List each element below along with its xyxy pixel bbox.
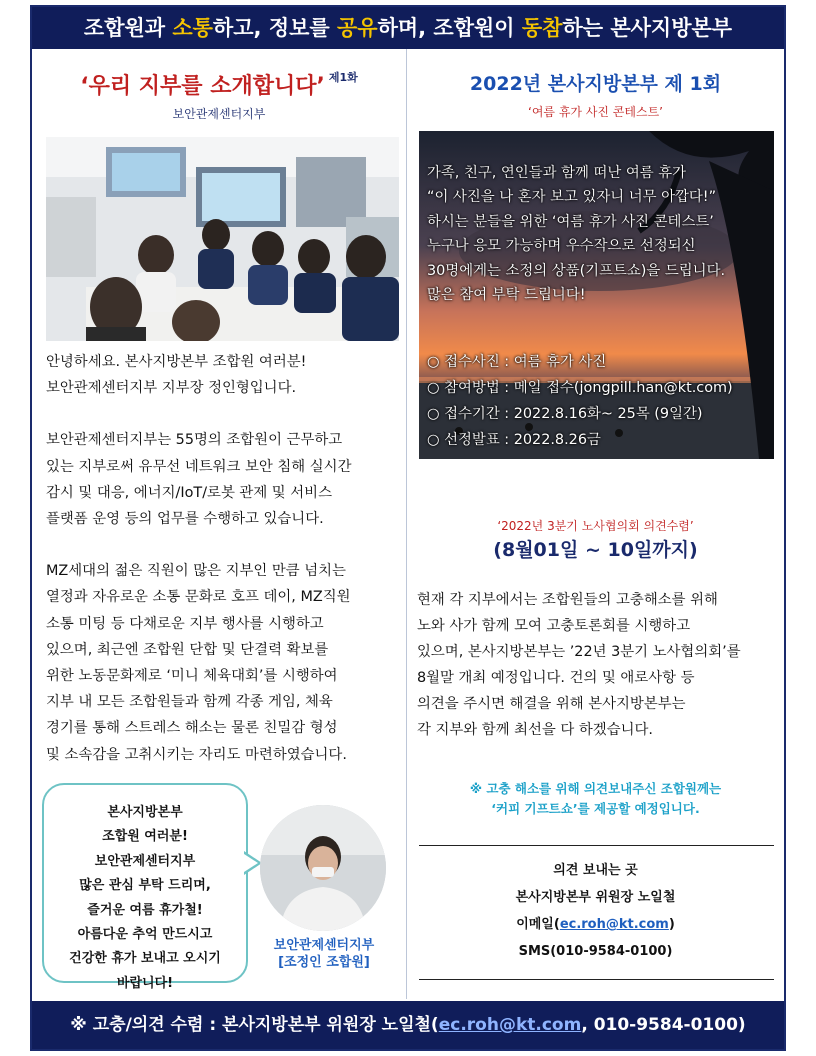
avatar-caption-branch: 보안관제센터지부 bbox=[273, 938, 375, 953]
avatar bbox=[260, 805, 386, 931]
newsletter-page bbox=[30, 5, 786, 1051]
article-line: 안녕하세요. 본사지방본부 조합원 여러분! bbox=[46, 354, 307, 370]
gift-note-line: ※ 고충 해소를 위해 의견보내주신 조합원께는 bbox=[469, 781, 722, 796]
banner-text-1: 조합원과 bbox=[83, 16, 173, 40]
contest-title: 2022년 본사지방본부 제 1회 bbox=[469, 73, 722, 95]
banner-highlight-3: 동참 bbox=[521, 16, 563, 40]
banner-text-4: 하는 본사지방본부 bbox=[562, 16, 733, 40]
meeting-photo-illustration bbox=[46, 137, 399, 341]
opinion-line: 8월말 개최 예정입니다. 건의 및 애로사항 등 bbox=[417, 670, 695, 686]
intro-episode: 제1화 bbox=[328, 71, 358, 84]
speech-bubble-text bbox=[44, 801, 246, 996]
bubble-line: 즐거운 여름 휴가철! bbox=[87, 902, 203, 918]
opinion-line: 의견을 주시면 해결을 위해 본사지방본부는 bbox=[417, 696, 686, 712]
banner-highlight-1: 소통 bbox=[172, 16, 213, 40]
article-line: 있는 지부로써 유무선 네트워크 보안 침해 실시간 bbox=[46, 458, 352, 475]
intro-title-text: ‘우리 지부를 소개합니다’ bbox=[80, 74, 325, 99]
article-line: 보안관제센터지부 지부장 정인형입니다. bbox=[46, 380, 297, 397]
bubble-line: 많은 관심 부탁 드리며, bbox=[79, 878, 211, 894]
article-line: 및 소속감을 고취시키는 자리도 마련하였습니다. bbox=[46, 746, 347, 763]
bottom-banner bbox=[32, 1001, 784, 1049]
intro-title bbox=[32, 69, 406, 100]
opinion-line: 각 지부와 함께 최선을 다 하겠습니다. bbox=[417, 722, 653, 738]
article-line: 지부 내 모든 조합원들과 함께 각종 게임, 체육 bbox=[46, 694, 333, 711]
bubble-line: 조합원 여러분! bbox=[102, 829, 188, 845]
contact-rule-top bbox=[419, 845, 774, 846]
contest-poster bbox=[419, 131, 774, 459]
bubble-line: 아름다운 추억 만드시고 bbox=[77, 927, 213, 943]
article-line: 위한 노동문화제로 ‘미니 체육대회’를 시행하여 bbox=[46, 668, 338, 685]
banner-text-2: 하고, 정보를 bbox=[212, 16, 337, 40]
bubble-line: 바랍니다! bbox=[116, 975, 174, 991]
article-line: 플랫폼 운영 등의 업무를 수행하고 있습니다. bbox=[46, 511, 324, 528]
article-line: 있으며, 최근엔 조합원 단합 및 단결력 확보를 bbox=[46, 641, 329, 658]
top-banner bbox=[32, 7, 784, 49]
contact-heading: 의견 보내는 곳 bbox=[553, 863, 638, 878]
contest-info-line: ○ 선정발표 : 2022.8.26금 bbox=[427, 432, 601, 448]
contact-rule-bottom bbox=[419, 979, 774, 980]
contest-subtitle: ‘여름 휴가 사진 콘테스트’ bbox=[528, 105, 663, 119]
opinion-line: 현재 각 지부에서는 조합원들의 고충해소를 위해 bbox=[417, 592, 718, 608]
contest-info-line: ○ 접수사진 : 여름 휴가 사진 bbox=[427, 354, 607, 370]
intro-branch-name: 보안관제센터지부 bbox=[172, 107, 266, 121]
speech-bubble bbox=[42, 783, 248, 991]
contest-info-line: ○ 접수기간 : 2022.8.16화~ 25목 (9일간) bbox=[427, 406, 703, 422]
opinion-tag: ‘2022년 3분기 노사협의회 의견수렴’ bbox=[497, 519, 694, 533]
contest-line: “이 사진을 나 혼자 보고 있자니 너무 아깝다!” bbox=[427, 189, 717, 206]
gift-note bbox=[407, 779, 784, 819]
bubble-line: 보안관제센터지부 bbox=[94, 853, 196, 869]
avatar-caption-name: [조정인 조합원] bbox=[278, 955, 370, 970]
contact-email-line: 이메일(ec.roh@kt.com) bbox=[516, 917, 675, 932]
contest-line: 많은 참여 부탁 드립니다! bbox=[427, 287, 586, 304]
contest-info-line: ○ 참여방법 : 메일 접수(jongpill.han@kt.com) bbox=[427, 380, 733, 396]
contest-info bbox=[427, 349, 772, 453]
bubble-line: 본사지방본부 bbox=[107, 805, 183, 820]
avatar-caption bbox=[254, 937, 394, 971]
article-line: MZ세대의 젊은 직원이 많은 지부인 만큼 넘치는 bbox=[46, 563, 346, 580]
contact-name: 본사지방본부 위원장 노일철 bbox=[515, 890, 676, 905]
footer-suffix: , 010-9584-0100) bbox=[581, 1015, 746, 1035]
contest-line: 가족, 친구, 연인들과 함께 떠난 여름 휴가 bbox=[427, 165, 687, 181]
footer-prefix: ※ 고충/의견 수렴 : 본사지방본부 위원장 노일철( bbox=[70, 1015, 439, 1035]
opinion-body bbox=[417, 587, 777, 743]
contact-sms: SMS(010-9584-0100) bbox=[518, 944, 673, 959]
contest-line: 30명에게는 소정의 상품(기프트쇼)을 드립니다. bbox=[427, 262, 726, 279]
banner-highlight-2: 공유 bbox=[336, 16, 378, 40]
banner-text-3: 하며, 조합원이 bbox=[377, 16, 522, 40]
branch-intro-article bbox=[46, 349, 398, 768]
contact-block bbox=[407, 857, 784, 965]
opinion-line: 있으며, 본사지방본부는 ’22년 3분기 노사협의회’를 bbox=[417, 644, 741, 660]
article-line: 열정과 자유로운 소통 문화로 호프 데이, MZ직원 bbox=[46, 589, 351, 606]
article-line: 소통 미팅 등 다채로운 지부 행사를 시행하고 bbox=[46, 615, 324, 632]
contest-line: 누구나 응모 가능하며 우수작으로 선정되신 bbox=[427, 238, 696, 255]
article-line: 보안관제센터지부는 55명의 조합원이 근무하고 bbox=[46, 432, 343, 449]
opinion-line: 노와 사가 함께 모여 고충토론회를 시행하고 bbox=[417, 618, 691, 634]
footer-email-link[interactable]: ec.roh@kt.com bbox=[438, 1015, 582, 1035]
contact-email-link[interactable]: ec.roh@kt.com bbox=[559, 917, 669, 932]
gift-note-line: ‘커피 기프트쇼’를 제공할 예정입니다. bbox=[491, 801, 700, 816]
person-portrait bbox=[260, 805, 386, 931]
meeting-photo bbox=[46, 137, 399, 341]
contest-description bbox=[427, 161, 772, 307]
opinion-period: (8월01일 ~ 10일까지) bbox=[493, 539, 698, 561]
bubble-line: 건강한 휴가 보내고 오시기 bbox=[69, 951, 221, 967]
article-line: 경기를 통해 스트레스 해소는 물론 친밀감 형성 bbox=[46, 720, 338, 737]
article-line: 감시 및 대응, 에너지/IoT/로봇 관제 및 서비스 bbox=[46, 484, 332, 501]
contest-line: 하시는 분들을 위한 ‘여름 휴가 사진 콘테스트’ bbox=[427, 213, 714, 230]
